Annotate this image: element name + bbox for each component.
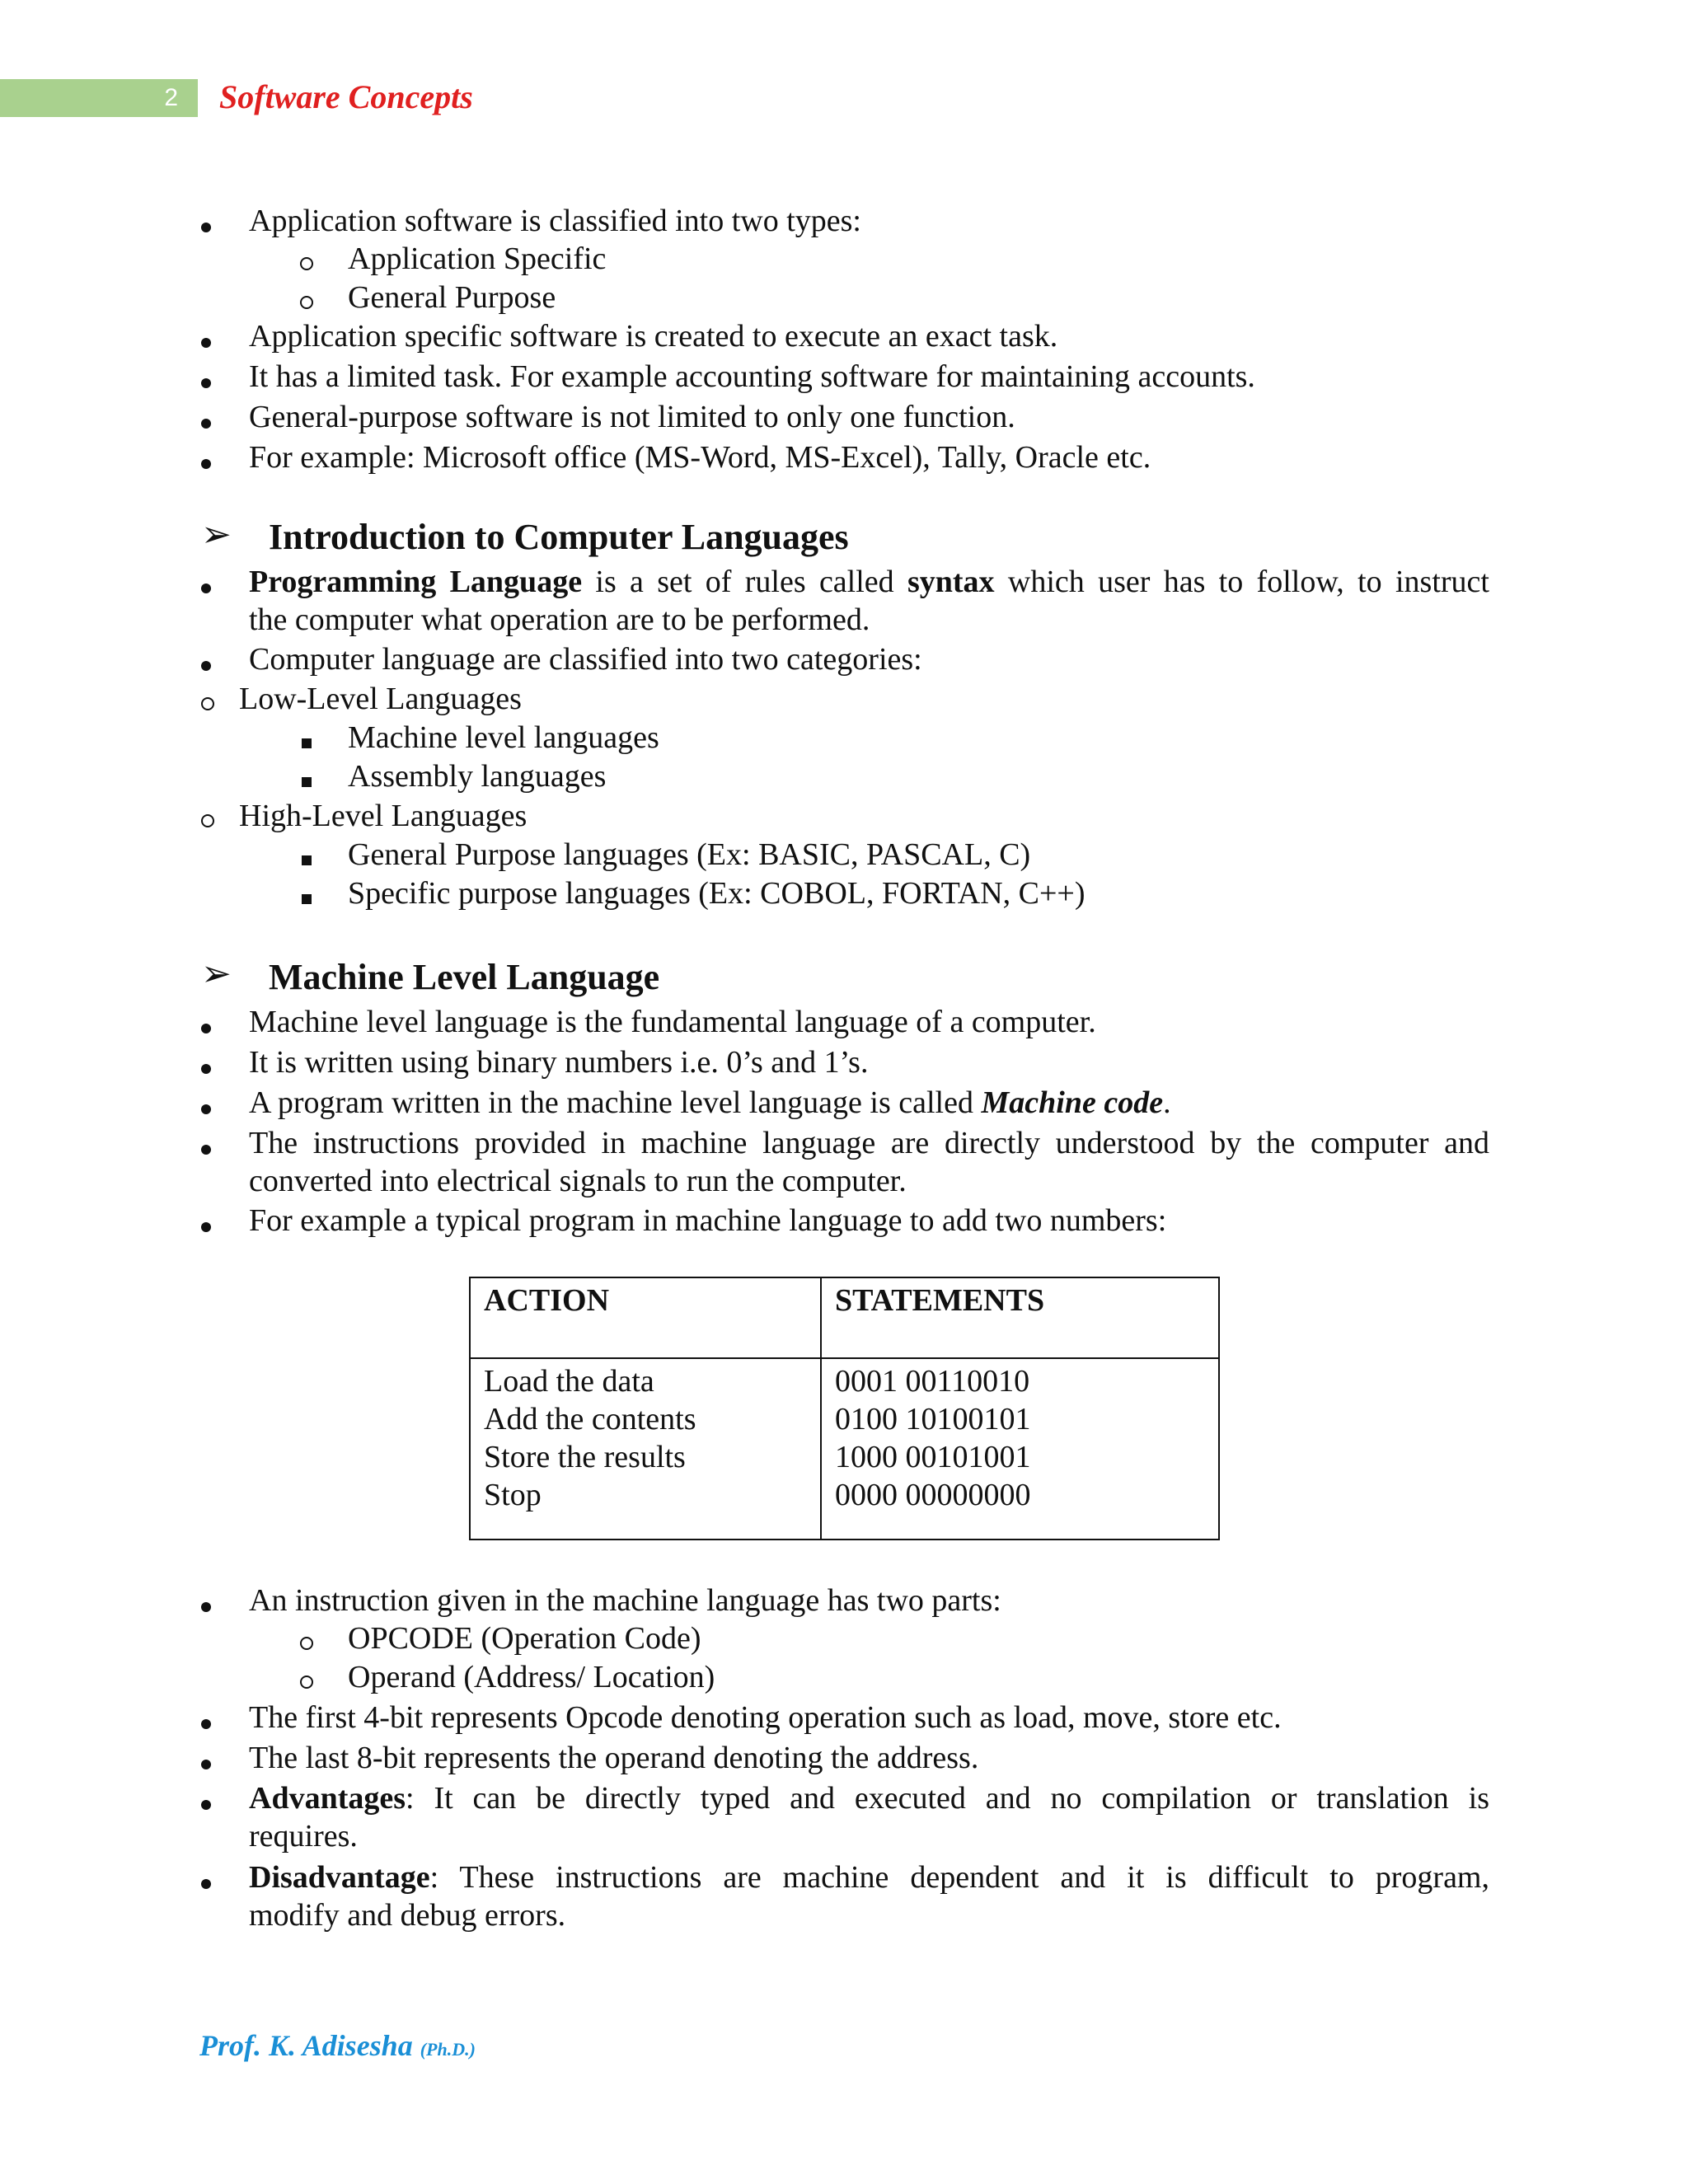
cell-text: 1000 00101001 (835, 1440, 1031, 1474)
cell-text: Add the contents (484, 1402, 696, 1436)
section-heading: Introduction to Computer Languages (269, 517, 849, 557)
list-item: Machine level language is the fundamental language of a computer. (249, 1005, 1096, 1039)
list-item: An instruction given in the machine language has two parts: (249, 1583, 1001, 1618)
bullet-dot-icon (201, 1004, 211, 1043)
list-item: The instructions provided in machine language are directly understood by the computer and (249, 1126, 1489, 1160)
cell-text: Store the results (484, 1440, 686, 1474)
bullet-dot-icon (201, 1582, 211, 1622)
text: which user has to follow, to instruct (994, 565, 1489, 599)
table-row (470, 1358, 1219, 1540)
list-item: For example a typical program in machine language to add two numbers: (249, 1203, 1167, 1238)
text: : These instructions are machine dependent and it is difficult to program, (429, 1860, 1489, 1895)
bullet-dot-icon (201, 439, 211, 479)
list-item: General Purpose (348, 280, 556, 315)
list-item: Low-Level Languages (239, 682, 522, 716)
bullet-dot-icon (201, 1202, 211, 1242)
arrow-bullet-icon: ➢ (201, 513, 232, 555)
list-item: Application specific software is created to execute an exact task. (249, 319, 1058, 354)
term: Disadvantage (249, 1860, 430, 1895)
bullet-dot-icon (201, 399, 211, 438)
bullet-dot-icon (201, 1859, 211, 1899)
list-item (249, 1083, 1171, 1122)
bullet-dot-icon (201, 1044, 211, 1084)
bullet-dot-icon (201, 1125, 211, 1165)
term: Advantages (249, 1781, 406, 1816)
arrow-bullet-icon: ➢ (201, 953, 232, 995)
machine-code-table (469, 1277, 1220, 1540)
bullet-dot-icon (201, 1085, 211, 1124)
bullet-square-icon (302, 719, 312, 758)
bullet-ring-icon (201, 681, 214, 720)
bullet-square-icon (302, 836, 312, 875)
list-item-continuation: the computer what operation are to be performed. (249, 602, 870, 637)
term: Programming Language (249, 565, 583, 599)
list-item: General-purpose software is not limited to only one function. (249, 400, 1015, 434)
list-item-continuation: converted into electrical signals to run the computer. (249, 1164, 907, 1198)
list-item (249, 562, 1489, 602)
author-degree: (Ph.D.) (420, 2039, 476, 2060)
bullet-dot-icon (201, 1780, 211, 1820)
text: . (1163, 1085, 1171, 1120)
bullet-square-icon (302, 874, 312, 914)
list-item: Computer language are classified into two categories: (249, 642, 922, 677)
list-item: Specific purpose languages (Ex: COBOL, FORTAN, C++) (348, 876, 1085, 911)
section-heading: Machine Level Language (269, 957, 660, 997)
list-item: General Purpose languages (Ex: BASIC, PASCAL, C) (348, 837, 1031, 872)
text: : It can be directly typed and executed and no compilation or translation is (406, 1781, 1489, 1816)
list-item: Operand (Address/ Location) (348, 1660, 715, 1694)
text: is a set of rules called (582, 565, 907, 599)
table-header-row (470, 1277, 1219, 1358)
list-item: The last 8-bit represents the operand denoting the address. (249, 1741, 979, 1775)
bullet-dot-icon (201, 203, 211, 242)
cell-text: Stop (484, 1478, 542, 1512)
list-item: Application Specific (348, 241, 607, 276)
bullet-dot-icon (201, 564, 211, 603)
bullet-dot-icon (201, 359, 211, 398)
cell-text: 0001 00110010 (835, 1364, 1030, 1399)
bullet-dot-icon (201, 1740, 211, 1779)
list-item (249, 1779, 1489, 1818)
list-item: OPCODE (Operation Code) (348, 1621, 701, 1656)
list-item: High-Level Languages (239, 799, 528, 833)
cell-text: 0000 00000000 (835, 1478, 1031, 1512)
author-name: Prof. K. Adisesha (199, 2029, 413, 2062)
bullet-square-icon (302, 757, 312, 797)
page-number-badge (0, 79, 198, 117)
bullet-ring-icon (300, 279, 313, 319)
list-item (249, 1858, 1489, 1897)
cell-text: Load the data (484, 1364, 654, 1399)
column-header-action: ACTION (470, 1277, 821, 1358)
bullet-ring-icon (300, 241, 313, 280)
statements-cell (821, 1358, 1219, 1540)
list-item: Application software is classified into two types: (249, 204, 861, 238)
column-header-statements: STATEMENTS (821, 1277, 1219, 1358)
bullet-dot-icon (201, 1699, 211, 1739)
text: A program written in the machine level language is called (249, 1085, 982, 1120)
bullet-ring-icon (300, 1620, 313, 1660)
page-number: 2 (164, 84, 178, 111)
term: syntax (907, 565, 995, 599)
term: Machine code (981, 1085, 1164, 1120)
list-item-continuation: requires. (249, 1819, 358, 1854)
header-title: Software Concepts (219, 78, 473, 115)
list-item: The first 4-bit represents Opcode denoting operation such as load, move, store etc. (249, 1700, 1282, 1735)
cell-text: 0100 10100101 (835, 1402, 1031, 1436)
footer-author (199, 2026, 476, 2069)
list-item: It has a limited task. For example accounting software for maintaining accounts. (249, 359, 1255, 394)
bullet-dot-icon (201, 641, 211, 681)
list-item: For example: Microsoft office (MS-Word, MS-Excel), Tally, Oracle etc. (249, 440, 1151, 475)
list-item-continuation: modify and debug errors. (249, 1898, 566, 1933)
bullet-dot-icon (201, 318, 211, 358)
bullet-ring-icon (201, 798, 214, 837)
action-cell (470, 1358, 821, 1540)
list-item: It is written using binary numbers i.e. 0’s and 1’s. (249, 1045, 869, 1080)
list-item: Assembly languages (348, 759, 607, 794)
list-item: Machine level languages (348, 720, 659, 755)
bullet-ring-icon (300, 1659, 313, 1699)
